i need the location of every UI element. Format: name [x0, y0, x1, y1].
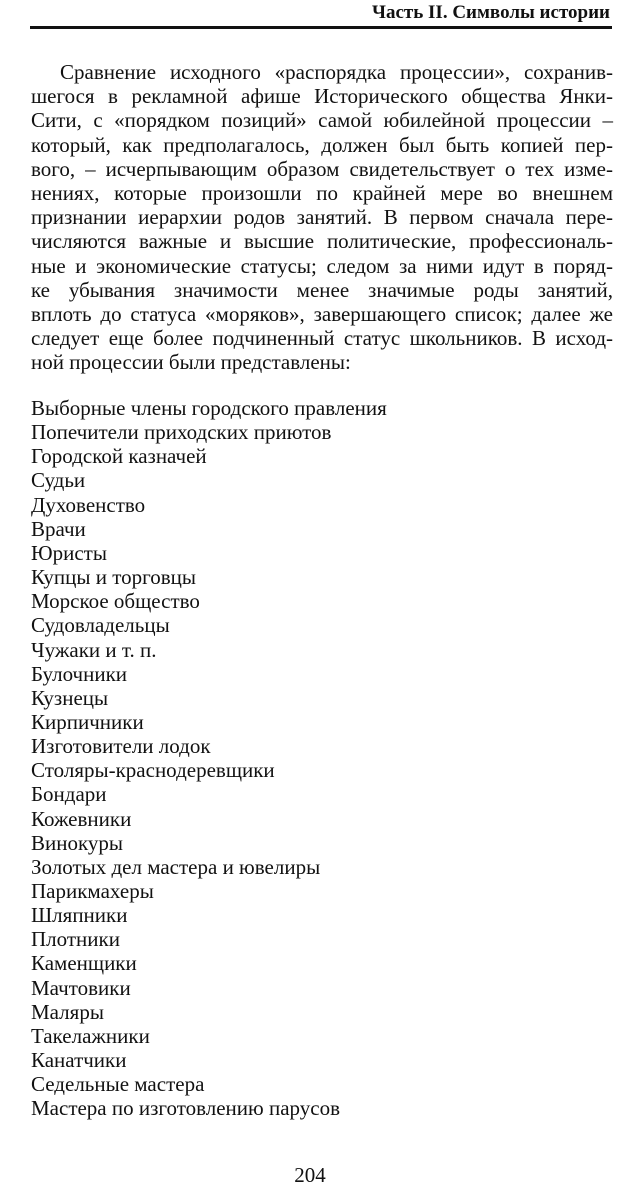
- paragraph-line: нениях, которые произошли по крайней мере во внешнем: [31, 181, 613, 205]
- list-item: Чужаки и т. п.: [31, 637, 157, 662]
- paragraph-line: Сравнение исходного «распорядка процессии», сохранив-: [60, 60, 613, 84]
- list-item: Изготовители лодок: [31, 734, 211, 759]
- list-item: Кузнецы: [31, 685, 109, 710]
- list-item: Седельные мастера: [31, 1072, 205, 1097]
- list-item: Кирпичники: [31, 709, 144, 734]
- list-item: Мастера по изготовлению парусов: [31, 1096, 340, 1121]
- list-item: Столяры-краснодеревщики: [31, 758, 275, 783]
- list-item: Попечители приходских приютов: [31, 420, 332, 445]
- list-item: Плотники: [31, 927, 120, 952]
- list-item: Золотых дел мастера и ювелиры: [31, 854, 321, 879]
- list-item: Кожевники: [31, 806, 132, 831]
- list-item: Каменщики: [31, 951, 137, 976]
- list-item: Судьи: [31, 468, 86, 493]
- list-item: Маляры: [31, 999, 104, 1024]
- paragraph-line: числяются важные и высшие политические, профессиональ-: [31, 229, 613, 254]
- list-item: Канатчики: [31, 1048, 127, 1073]
- list-item: Винокуры: [31, 830, 123, 855]
- list-item: Морское общество: [31, 589, 200, 614]
- list-item: Судовладельцы: [31, 613, 170, 638]
- paragraph-line: Сити, с «порядком позиций» самой юбилейной процессии –: [31, 108, 613, 133]
- paragraph-line: шегося в рекламной афише Исторического общества Янки-: [31, 84, 613, 109]
- list-item: Бондари: [31, 782, 107, 807]
- list-item: Выборные члены городского правления: [31, 396, 387, 420]
- paragraph-line: признании иерархии родов занятий. В первом сначала пере-: [31, 205, 613, 230]
- paragraph-line: вого, – исчерпывающим образом свидетельствует о тех изме-: [31, 156, 613, 181]
- list-item: Врачи: [31, 516, 86, 541]
- list-item: Парикмахеры: [31, 879, 154, 903]
- paragraph-line: ные и экономические статусы; следом за ними идут в поряд-: [31, 253, 613, 278]
- list-item: Булочники: [31, 661, 128, 686]
- list-item: Городской казначей: [31, 444, 207, 469]
- list-item: Купцы и торговцы: [31, 565, 197, 590]
- page-number: 204: [294, 1163, 326, 1187]
- header-rule: [30, 26, 612, 29]
- running-head-title: Часть II. Символы истории: [372, 2, 610, 23]
- list-item: Шляпники: [31, 903, 128, 928]
- list-item: Юристы: [31, 540, 107, 565]
- list-item: Мачтовики: [31, 975, 131, 1000]
- paragraph-line: ной процессии были представлены:: [31, 350, 351, 375]
- paragraph-line: ке убывания значимости менее значимые роды занятий,: [31, 277, 613, 302]
- paragraph-line: вплоть до статуса «моряков», завершающего список; далее же: [31, 302, 613, 326]
- list-item: Такелажники: [31, 1023, 150, 1048]
- paragraph-line: следует еще более подчиненный статус школьников. В исход-: [31, 326, 613, 351]
- paragraph-line: который, как предполагалось, должен был быть копией пер-: [31, 132, 613, 157]
- list-item: Духовенство: [31, 492, 146, 517]
